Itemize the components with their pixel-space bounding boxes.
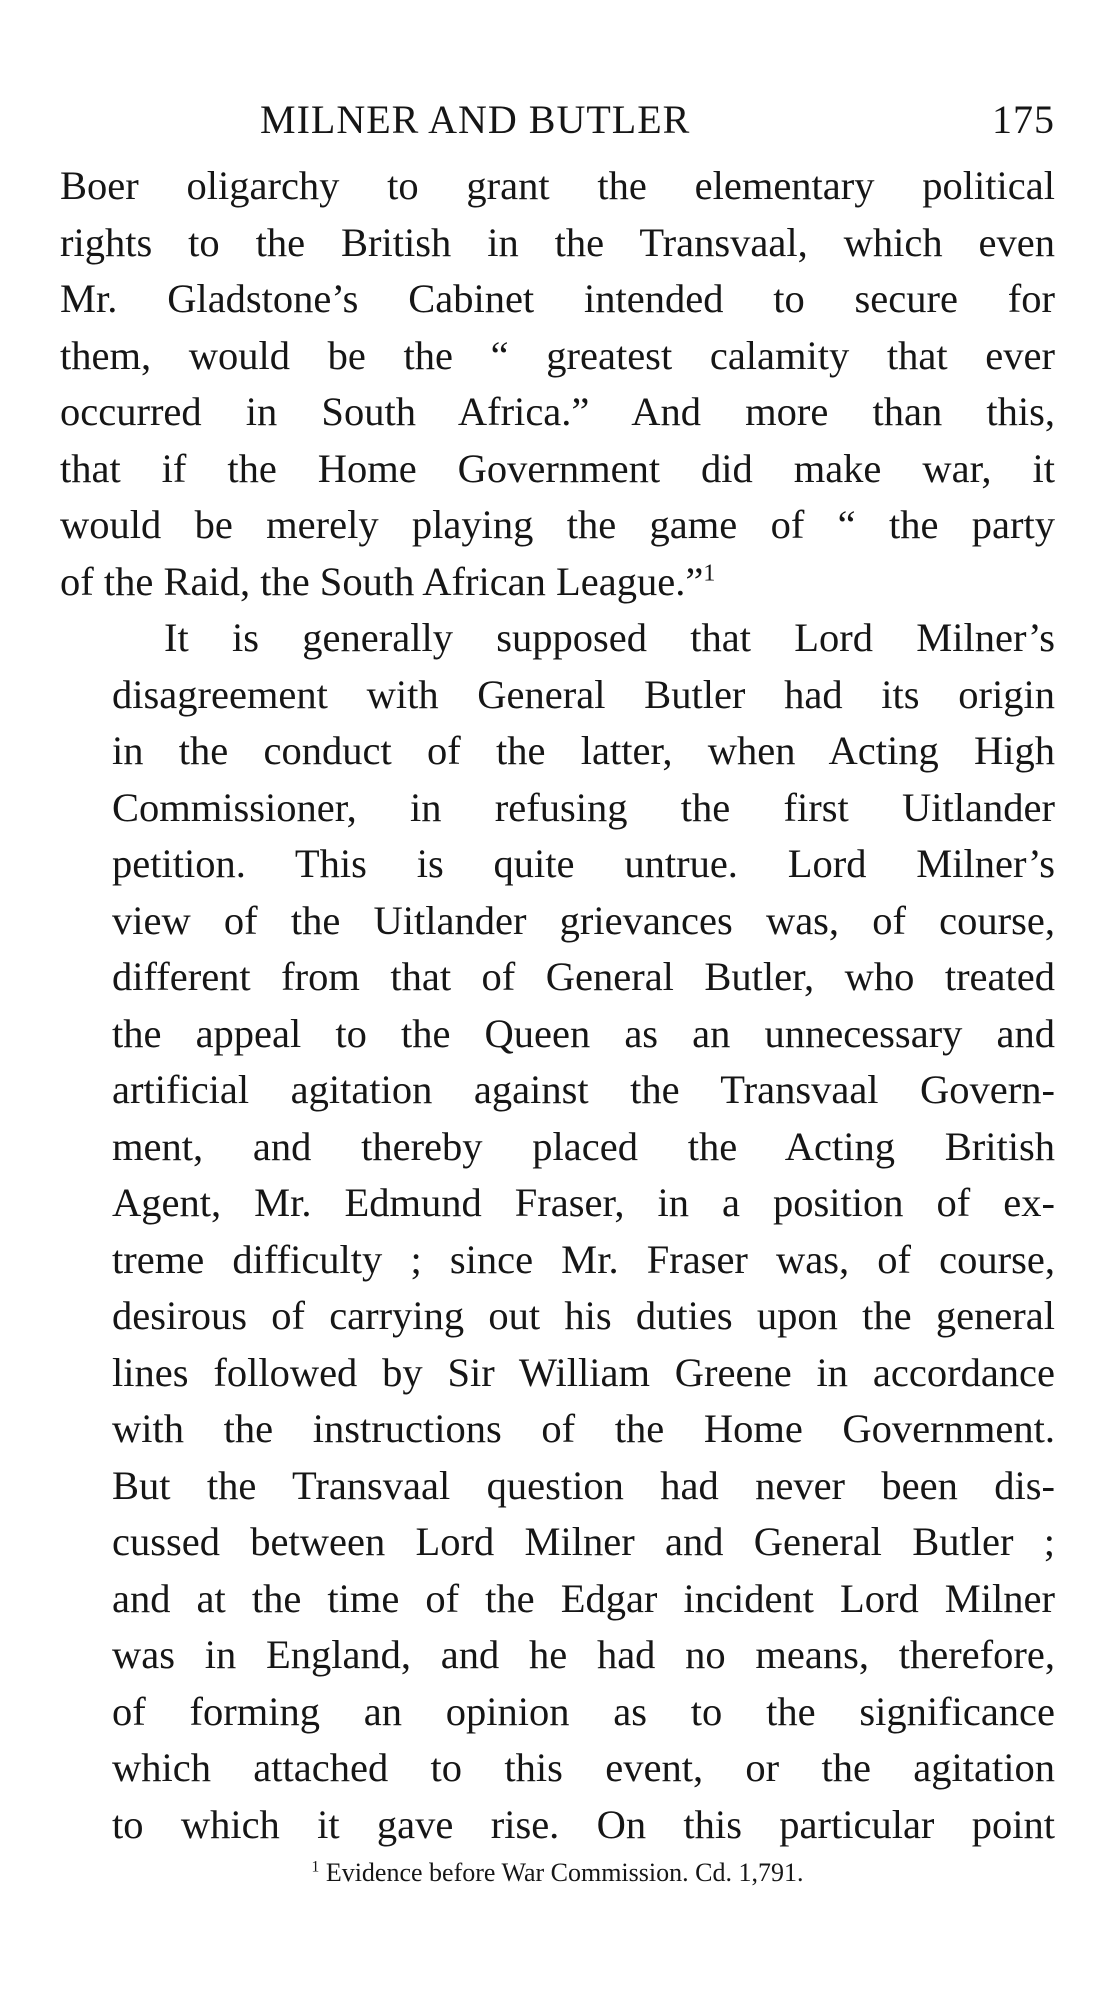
body-text (60, 158, 1055, 1853)
text-line: petition. This is quite untrue. Lord Milner’s (112, 841, 1055, 886)
text-line: the appeal to the Queen as an unnecessary and (112, 1010, 1055, 1056)
text-line: Commissioner, in refusing the first Uitlander (112, 784, 1055, 830)
text-line: Mr. Gladstone’s Cabinet intended to secure for (60, 276, 1055, 321)
text-line: and at the time of the Edgar incident Lord Milner (112, 1575, 1055, 1621)
paragraph-1 (60, 158, 1055, 610)
text-line: different from that of General Butler, who treated (112, 954, 1055, 999)
page-header (60, 96, 1055, 148)
text-line: to which it gave rise. On this particular point (112, 1801, 1055, 1847)
text-line: desirous of carrying out his duties upon the general (112, 1293, 1055, 1338)
footnote-text: Evidence before War Commission. Cd. 1,791. (325, 1858, 804, 1887)
footnote-marker: 1 (311, 1858, 320, 1876)
text-line: ment, and thereby placed the Acting British (112, 1123, 1055, 1169)
text-line: occurred in South Africa.” And more than this, (60, 389, 1055, 434)
text-line: It is generally supposed that Lord Milner’s (164, 615, 1055, 660)
running-title: MILNER AND BUTLER (260, 97, 691, 142)
text-line: view of the Uitlander grievances was, of course, (112, 897, 1055, 943)
text-line: was in England, and he had no means, therefore, (112, 1632, 1055, 1677)
text-line: Agent, Mr. Edmund Fraser, in a position of ex- (112, 1180, 1055, 1225)
text-line: which attached to this event, or the agitation (112, 1745, 1055, 1790)
text-line: Boer oligarchy to grant the elementary political (60, 163, 1055, 208)
text-line: But the Transvaal question had never been dis- (112, 1462, 1055, 1508)
text-line: of forming an opinion as to the significance (112, 1688, 1055, 1734)
text-line: with the instructions of the Home Government. (112, 1406, 1055, 1451)
paragraph-2 (60, 610, 1055, 1853)
text-line: artificial agitation against the Transvaal Govern- (112, 1067, 1055, 1112)
text-line: that if the Home Government did make war, it (60, 445, 1055, 491)
text-line: would be merely playing the game of “ the party (60, 502, 1055, 547)
text-line: of the Raid, the South African League.” (60, 558, 704, 604)
text-line-with-footnote (60, 554, 1055, 611)
text-line: in the conduct of the latter, when Acting High (112, 728, 1055, 773)
text-line: cussed between Lord Milner and General Butler ; (112, 1519, 1055, 1564)
page-number: 175 (992, 97, 1055, 142)
footnote (0, 1858, 1115, 1888)
text-line: disagreement with General Butler had its origin (112, 671, 1055, 717)
text-line: rights to the British in the Transvaal, which even (60, 219, 1055, 265)
text-line: them, would be the “ greatest calamity that ever (60, 332, 1055, 378)
footnote-reference: 1 (703, 559, 716, 586)
text-line: lines followed by Sir William Greene in accordance (112, 1349, 1055, 1395)
text-line: treme difficulty ; since Mr. Fraser was, of course, (112, 1236, 1055, 1282)
